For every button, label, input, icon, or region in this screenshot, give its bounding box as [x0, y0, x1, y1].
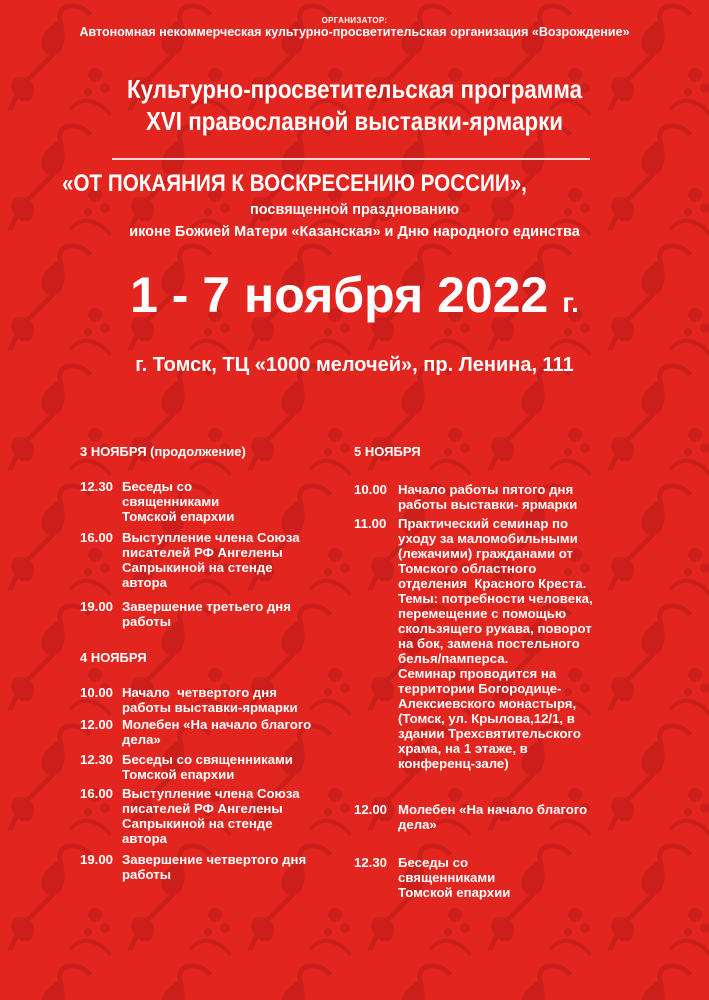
item-text: Беседы со священниками Томской епархии [122, 752, 293, 782]
item-time: 12.30 [80, 752, 114, 767]
title-divider [112, 158, 590, 160]
day-3-heading: 3 НОЯБРЯ (продолжение) [80, 444, 246, 459]
schedule-item [80, 752, 350, 782]
schedule-item [80, 479, 340, 524]
event-location: г. Томск, ТЦ «1000 мелочей», пр. Ленина, 111 [135, 354, 574, 376]
schedule-item [354, 855, 634, 900]
item-time: 19.00 [80, 852, 114, 867]
item-time: 12.00 [354, 802, 388, 817]
item-text: Беседы со священниками Томской епархии [122, 479, 235, 524]
organizer-label: ОРГАНИЗАТОР: [321, 16, 388, 25]
exhibition-theme: «ОТ ПОКАЯНИЯ К ВОСКРЕСЕНИЮ РОССИИ», [62, 170, 527, 197]
item-time: 10.00 [80, 685, 114, 700]
day-5-heading: 5 НОЯБРЯ [354, 444, 421, 459]
item-time: 12.00 [80, 717, 114, 732]
schedule-item [80, 717, 350, 747]
item-text: Молебен «На начало благого дела» [122, 717, 312, 747]
item-text: Практический семинар по уходу за маломобильными (лежачими) гражданами от Томского областного отделения Красного Креста. Темы: потребности человека, перемещение с помощью скользящего рукава, поворот на бок, замена постельного белья/памперса. Семинар проводится на территории Богородице- Алексиевского монастыря, (Томск, ул. Крылова,12/1, в здании Трехсвятительского храма, на 1 этаже, в конференц-зале) [398, 516, 593, 771]
event-date [0, 266, 709, 324]
item-text: Завершение третьего дня работы [122, 599, 291, 629]
item-text: Выступление члена Союза писателей РФ Ангелены Сапрыкиной на стенде автора [122, 530, 300, 590]
day-4-heading: 4 НОЯБРЯ [80, 650, 147, 665]
event-date-suffix: г. [562, 287, 579, 318]
program-title-line1: Культурно-просветительская программа [126, 74, 583, 104]
item-time: 10.00 [354, 482, 388, 497]
item-text: Молебен «На начало благого дела» [398, 802, 588, 832]
item-time: 11.00 [354, 516, 387, 531]
schedule-item [354, 482, 634, 512]
schedule-item [80, 685, 350, 715]
item-time: 16.00 [80, 530, 114, 545]
item-time: 16.00 [80, 786, 114, 801]
schedule-item [80, 852, 350, 882]
schedule-item [354, 802, 634, 832]
schedule-item [354, 516, 654, 771]
schedule-item [80, 786, 350, 846]
item-text: Беседы со священниками Томской епархии [398, 855, 511, 900]
schedule-item [80, 530, 340, 590]
dedication-line2: иконе Божией Матери «Казанская» и Дню народного единства [129, 224, 580, 240]
item-time: 12.30 [80, 479, 114, 494]
item-text: Завершение четвертого дня работы [122, 852, 307, 882]
item-text: Начало работы пятого дня работы выставки- ярмарки [398, 482, 578, 512]
schedule-item [80, 599, 340, 629]
item-text: Выступление члена Союза писателей РФ Ангелены Сапрыкиной на стенде автора [122, 786, 300, 846]
item-time: 19.00 [80, 599, 114, 614]
organizer-name: Автономная некоммерческая культурно-просветительская организация «Возрождение» [79, 25, 630, 39]
program-title-line2: XVI православной выставки-ярмарки [145, 106, 564, 136]
dedication-line1: посвященной празднованию [249, 202, 459, 218]
event-date-range: 1 - 7 ноября 2022 [130, 267, 549, 323]
item-time: 12.30 [354, 855, 388, 870]
item-text: Начало четвертого дня работы выставки-ярмарки [122, 685, 298, 715]
